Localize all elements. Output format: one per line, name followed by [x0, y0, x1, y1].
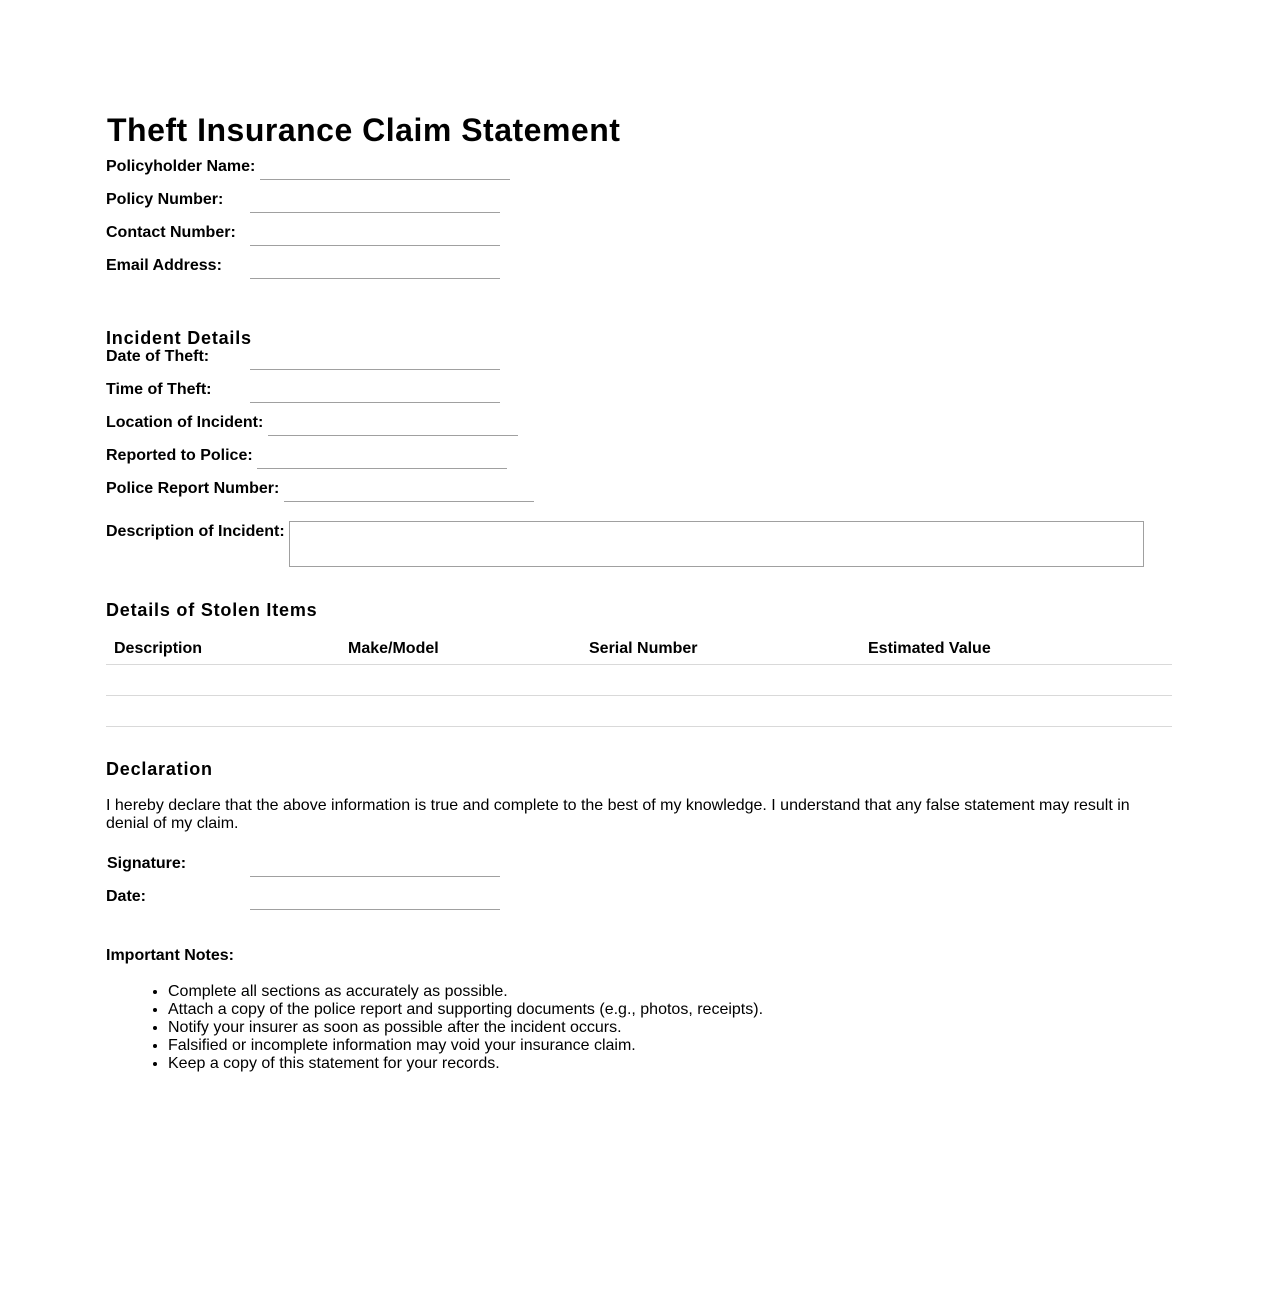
time-of-theft-input[interactable] [250, 402, 500, 403]
date-of-theft-field [106, 346, 1172, 379]
column-header-description: Description [106, 632, 340, 665]
description-of-incident-textarea[interactable] [289, 521, 1144, 567]
policy-number-field [106, 189, 1172, 222]
time-of-theft-field [106, 379, 1172, 412]
date-input[interactable] [250, 909, 500, 910]
important-notes-list [106, 983, 1172, 1073]
list-item: • Complete all sections as accurately as possible. [168, 983, 1172, 1001]
stolen-items-table [106, 632, 1172, 727]
table-cell[interactable] [106, 665, 340, 696]
policy-number-input[interactable] [250, 212, 500, 213]
description-of-incident-field [106, 521, 1172, 567]
table-header-row [106, 632, 1172, 665]
table-cell[interactable] [340, 665, 581, 696]
stolen-items-heading: Details of Stolen Items [106, 600, 318, 620]
reported-to-police-field [106, 445, 1172, 478]
contact-number-input[interactable] [250, 245, 500, 246]
reported-to-police-input[interactable] [257, 468, 507, 469]
column-header-serial-number: Serial Number [581, 632, 860, 665]
column-header-estimated-value: Estimated Value [860, 632, 1172, 665]
list-item: • Attach a copy of the police report and supporting documents (e.g., photos, receipts). [168, 1001, 1172, 1019]
police-report-number-field [106, 478, 1172, 511]
email-address-label: Email Address: [106, 257, 222, 274]
location-of-incident-input[interactable] [268, 435, 518, 436]
police-report-number-label: Police Report Number: [106, 480, 280, 497]
location-of-incident-field [106, 412, 1172, 445]
list-item: • Keep a copy of this statement for your records. [168, 1055, 1172, 1073]
table-cell[interactable] [860, 665, 1172, 696]
date-of-theft-input[interactable] [250, 369, 500, 370]
policy-number-label: Policy Number: [106, 191, 224, 208]
table-row [106, 696, 1172, 727]
reported-to-police-label: Reported to Police: [106, 447, 253, 464]
claim-form [106, 110, 1172, 1073]
declaration-fields [106, 853, 1172, 919]
date-label: Date: [106, 888, 147, 905]
list-item: • Notify your insurer as soon as possible after the incident occurs. [168, 1019, 1172, 1037]
date-of-theft-label: Date of Theft: [106, 348, 210, 365]
incident-fields [106, 346, 1172, 511]
incident-details-heading: Incident Details [106, 328, 252, 348]
table-cell[interactable] [106, 696, 340, 727]
email-address-field [106, 255, 1172, 288]
declaration-heading: Declaration [106, 759, 213, 779]
table-cell[interactable] [581, 665, 860, 696]
policyholder-name-label: Policyholder Name: [106, 158, 256, 175]
signature-input[interactable] [250, 876, 500, 877]
location-of-incident-label: Location of Incident: [106, 414, 264, 431]
policy-fields [106, 156, 1172, 288]
description-of-incident-label: Description of Incident: [106, 523, 285, 540]
page-title: Theft Insurance Claim Statement [107, 112, 621, 148]
column-header-make-model: Make/Model [340, 632, 581, 665]
date-field [106, 886, 1172, 919]
email-address-input[interactable] [250, 278, 500, 279]
signature-field [106, 853, 1172, 886]
table-row [106, 665, 1172, 696]
important-notes-title: Important Notes: [106, 947, 234, 964]
time-of-theft-label: Time of Theft: [106, 381, 212, 398]
list-item: • Falsified or incomplete information may void your insurance claim. [168, 1037, 1172, 1055]
table-cell[interactable] [581, 696, 860, 727]
policyholder-name-input[interactable] [260, 179, 510, 180]
policyholder-name-field [106, 156, 1172, 189]
declaration-text: I hereby declare that the above information is true and complete to the best of my knowledge. I understand that any false statement may result in denial of my claim. [106, 797, 1130, 832]
signature-label: Signature: [107, 855, 187, 872]
table-cell[interactable] [340, 696, 581, 727]
police-report-number-input[interactable] [284, 501, 534, 502]
contact-number-label: Contact Number: [106, 224, 236, 241]
contact-number-field [106, 222, 1172, 255]
table-cell[interactable] [860, 696, 1172, 727]
